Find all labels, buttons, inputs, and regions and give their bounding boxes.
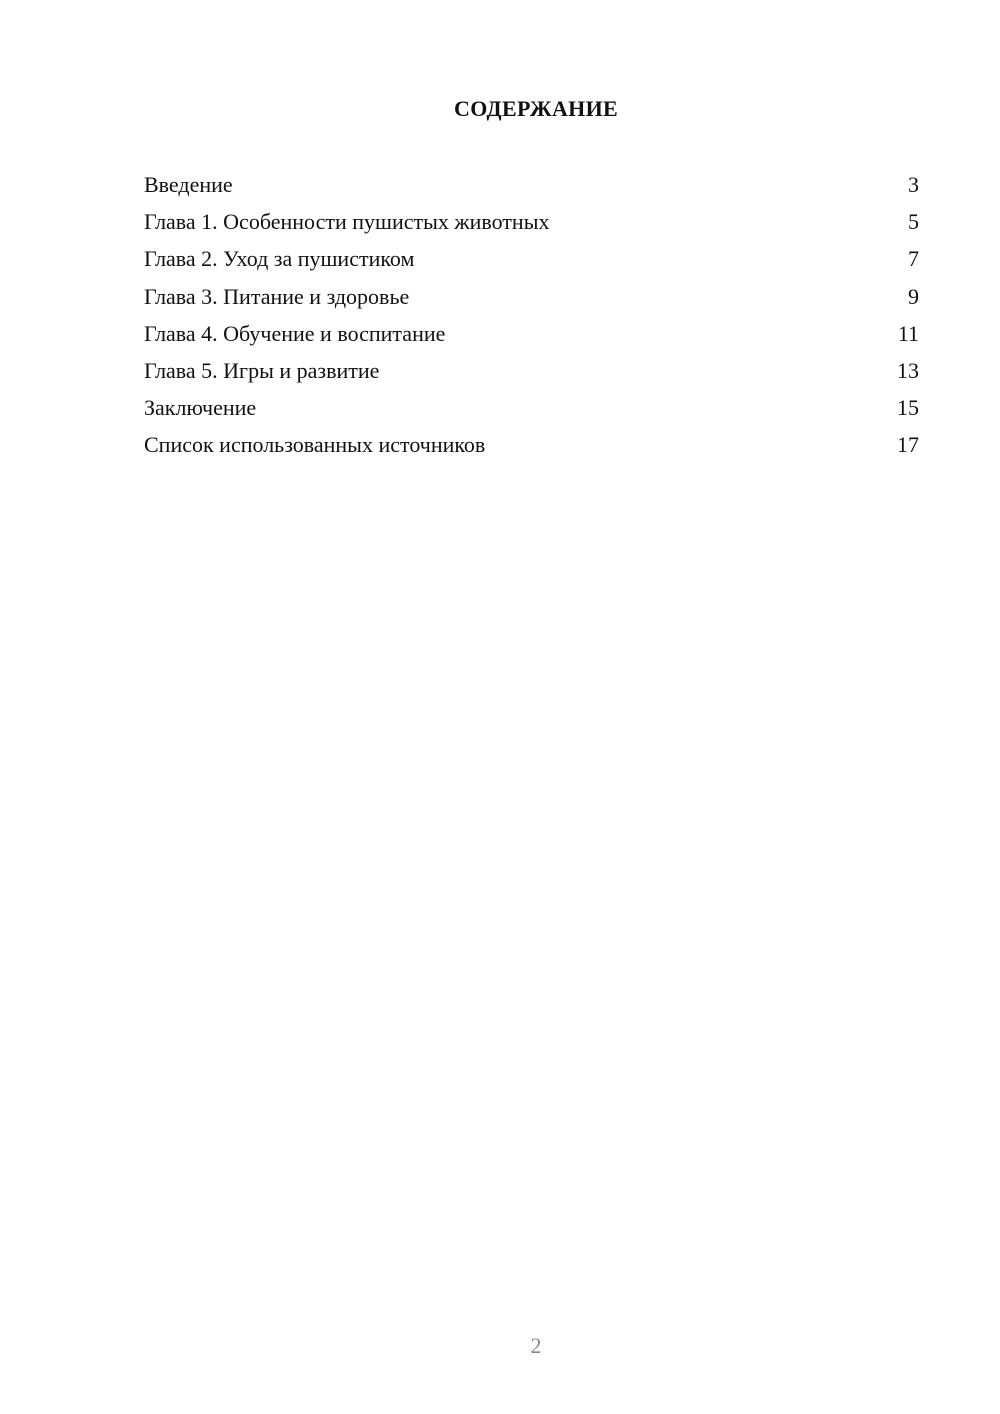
toc-entry-label: Глава 3. Питание и здоровье bbox=[144, 283, 410, 309]
toc-entry-label: Глава 2. Уход за пушистиком bbox=[144, 246, 415, 272]
toc-entry-page: 13 bbox=[897, 357, 919, 383]
toc-entry-label: Список использованных источников bbox=[144, 432, 486, 458]
toc-entry bbox=[144, 356, 919, 393]
toc-entry-page: 11 bbox=[897, 320, 919, 346]
toc-entry-page: 9 bbox=[908, 283, 919, 309]
page-number: 2 bbox=[530, 1333, 542, 1358]
toc-entry-label: Заключение bbox=[144, 395, 257, 421]
toc-entry bbox=[144, 244, 919, 281]
toc-entry bbox=[144, 319, 919, 356]
toc-entry bbox=[144, 282, 919, 319]
toc-entry bbox=[144, 170, 919, 207]
toc-entry bbox=[144, 207, 919, 244]
toc-entry bbox=[144, 393, 919, 430]
toc-entry-label: Глава 4. Обучение и воспитание bbox=[144, 320, 446, 346]
toc-entry bbox=[144, 430, 919, 467]
toc-entry-page: 17 bbox=[897, 432, 919, 458]
toc-entry-label: Глава 5. Игры и развитие bbox=[144, 357, 380, 383]
toc-entry-page: 15 bbox=[897, 395, 919, 421]
table-of-contents bbox=[144, 170, 919, 468]
toc-entry-page: 3 bbox=[908, 172, 919, 197]
toc-entry-page: 5 bbox=[908, 209, 919, 235]
toc-title: СОДЕРЖАНИЕ bbox=[454, 96, 618, 121]
toc-entry-label: Введение bbox=[144, 172, 233, 197]
toc-entry-label: Глава 1. Особенности пушистых животных bbox=[144, 209, 550, 235]
toc-entry-page: 7 bbox=[908, 246, 919, 272]
